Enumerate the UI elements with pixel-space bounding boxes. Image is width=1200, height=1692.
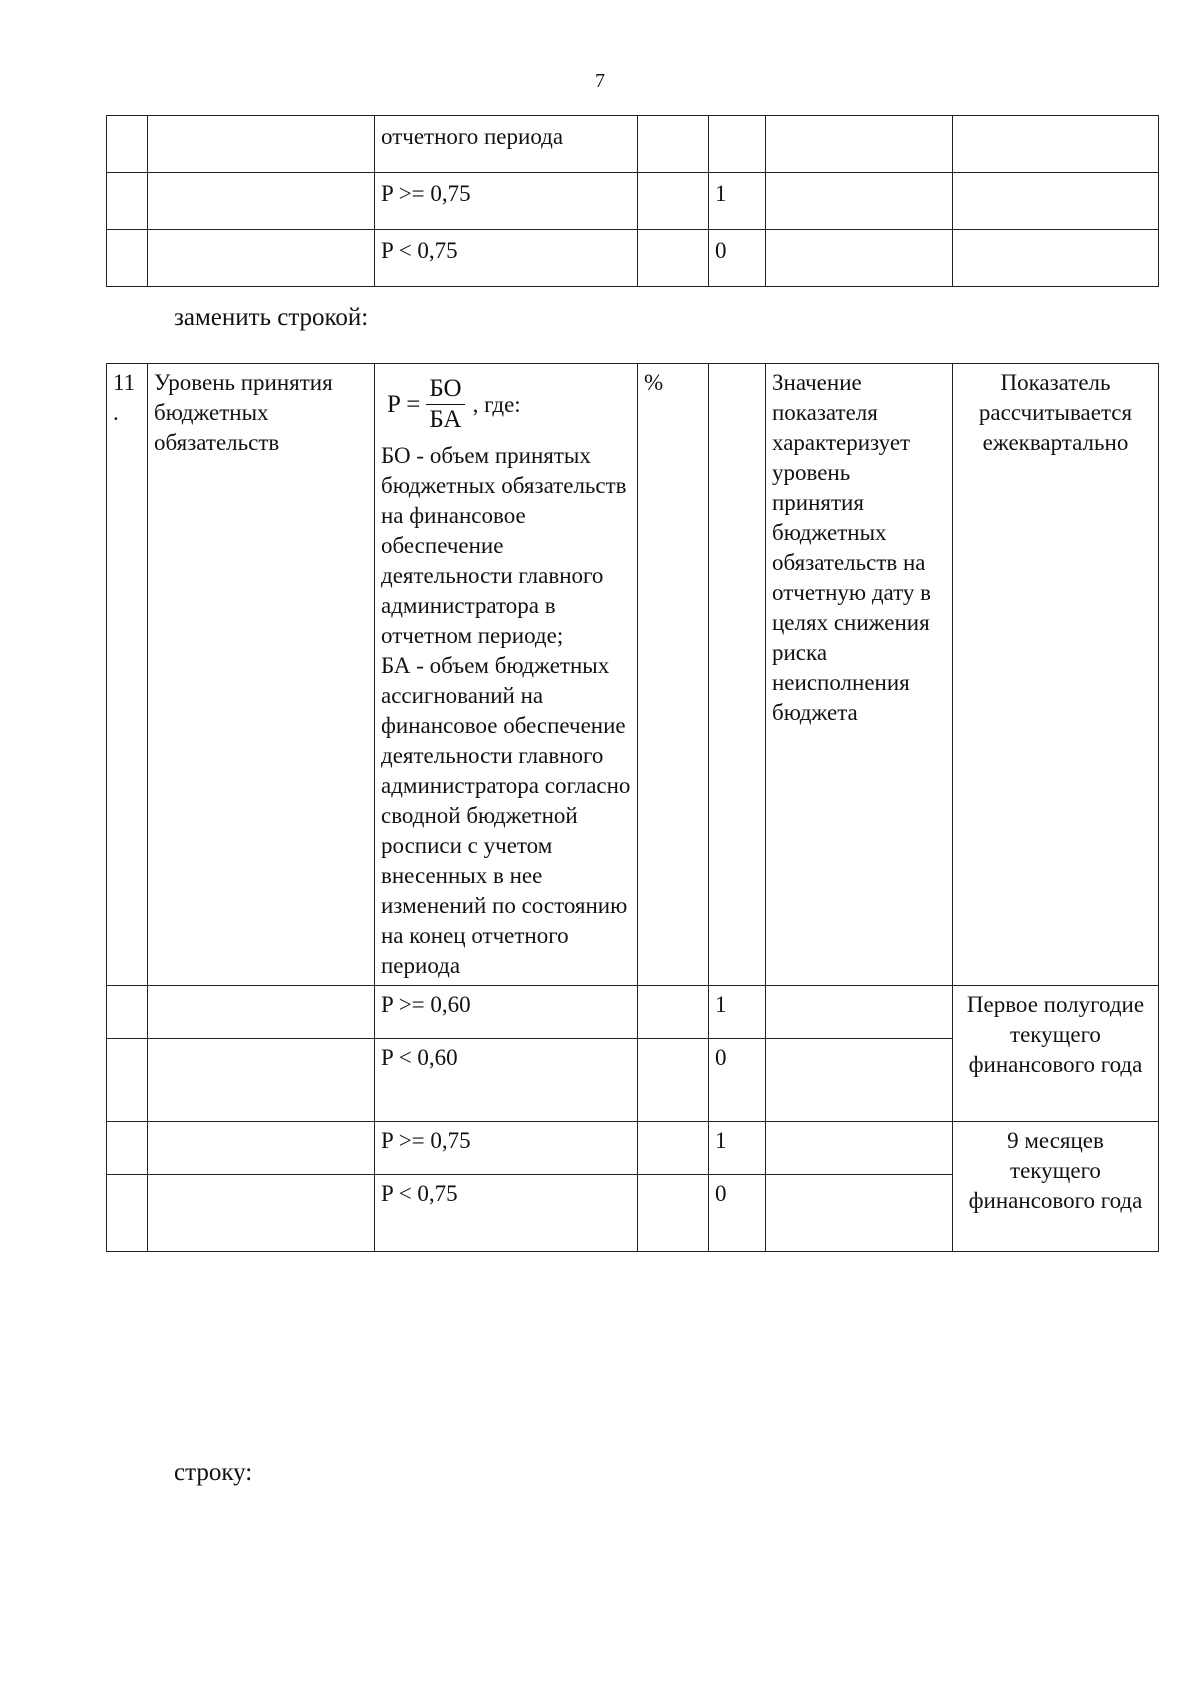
condition-cell: P < 0,60 bbox=[375, 1039, 638, 1122]
row-text: строку: bbox=[174, 1459, 253, 1486]
period-nine-months: 9 месяцев текущего финансового года bbox=[953, 1122, 1159, 1252]
period-half-year: Первое полугодие текущего финансового года bbox=[953, 986, 1159, 1122]
row-number-dot: . bbox=[113, 400, 119, 425]
score-cell: 1 bbox=[709, 1122, 766, 1175]
condition-cell: P >= 0,60 bbox=[375, 986, 638, 1039]
formula-tail: , где: bbox=[472, 391, 521, 417]
formula-numerator: БО bbox=[426, 374, 464, 405]
score-cell: 0 bbox=[709, 1039, 766, 1122]
formula-description-bo: БО - объем принятых бюджетных обязательств на финансовое обеспечение деятельности главного администратора в отчетном периоде; bbox=[381, 443, 627, 648]
formula-cell bbox=[375, 364, 638, 986]
previous-table-fragment bbox=[106, 115, 1159, 287]
table-row bbox=[107, 230, 1159, 287]
indicator-name: Уровень принятия бюджетных обязательств bbox=[148, 364, 375, 986]
condition-cell: P < 0,75 bbox=[375, 1175, 638, 1252]
note-cell: Показатель рассчитывается ежеквартально bbox=[953, 364, 1159, 986]
condition-cell: отчетного периода bbox=[375, 116, 638, 173]
score-cell: 1 bbox=[709, 986, 766, 1039]
table-row bbox=[107, 1122, 1159, 1175]
condition-cell: P >= 0,75 bbox=[375, 173, 638, 230]
table-row bbox=[107, 986, 1159, 1039]
table-row bbox=[107, 116, 1159, 173]
condition-cell: P < 0,75 bbox=[375, 230, 638, 287]
formula-description-ba: БА - объем бюджетных ассигнований на финансовое обеспечение деятельности главного администратора согласно сводной бюджетной росписи с учетом внесенных в нее изменений по состоянию на конец отчетного периода bbox=[381, 653, 631, 978]
meaning-cell: Значение показателя характеризует уровень принятия бюджетных обязательств на отчетную дату в целях снижения риска неисполнения бюджета bbox=[766, 364, 953, 986]
replacement-indicator-table bbox=[106, 363, 1159, 1252]
formula-lhs: P = bbox=[387, 390, 421, 418]
score-cell bbox=[709, 116, 766, 173]
formula bbox=[387, 374, 631, 435]
row-number-value: 11 bbox=[113, 370, 136, 395]
unit-cell: % bbox=[638, 364, 709, 986]
formula-denominator: БА bbox=[429, 406, 462, 433]
score-cell: 0 bbox=[709, 230, 766, 287]
indicator-main-row bbox=[107, 364, 1159, 986]
page-number: 7 bbox=[595, 70, 605, 92]
table-row bbox=[107, 173, 1159, 230]
score-cell: 0 bbox=[709, 1175, 766, 1252]
formula-fraction bbox=[426, 374, 464, 435]
row-number bbox=[107, 364, 148, 986]
condition-cell: P >= 0,75 bbox=[375, 1122, 638, 1175]
replace-with-row-text: заменить строкой: bbox=[174, 304, 369, 331]
score-cell: 1 bbox=[709, 173, 766, 230]
